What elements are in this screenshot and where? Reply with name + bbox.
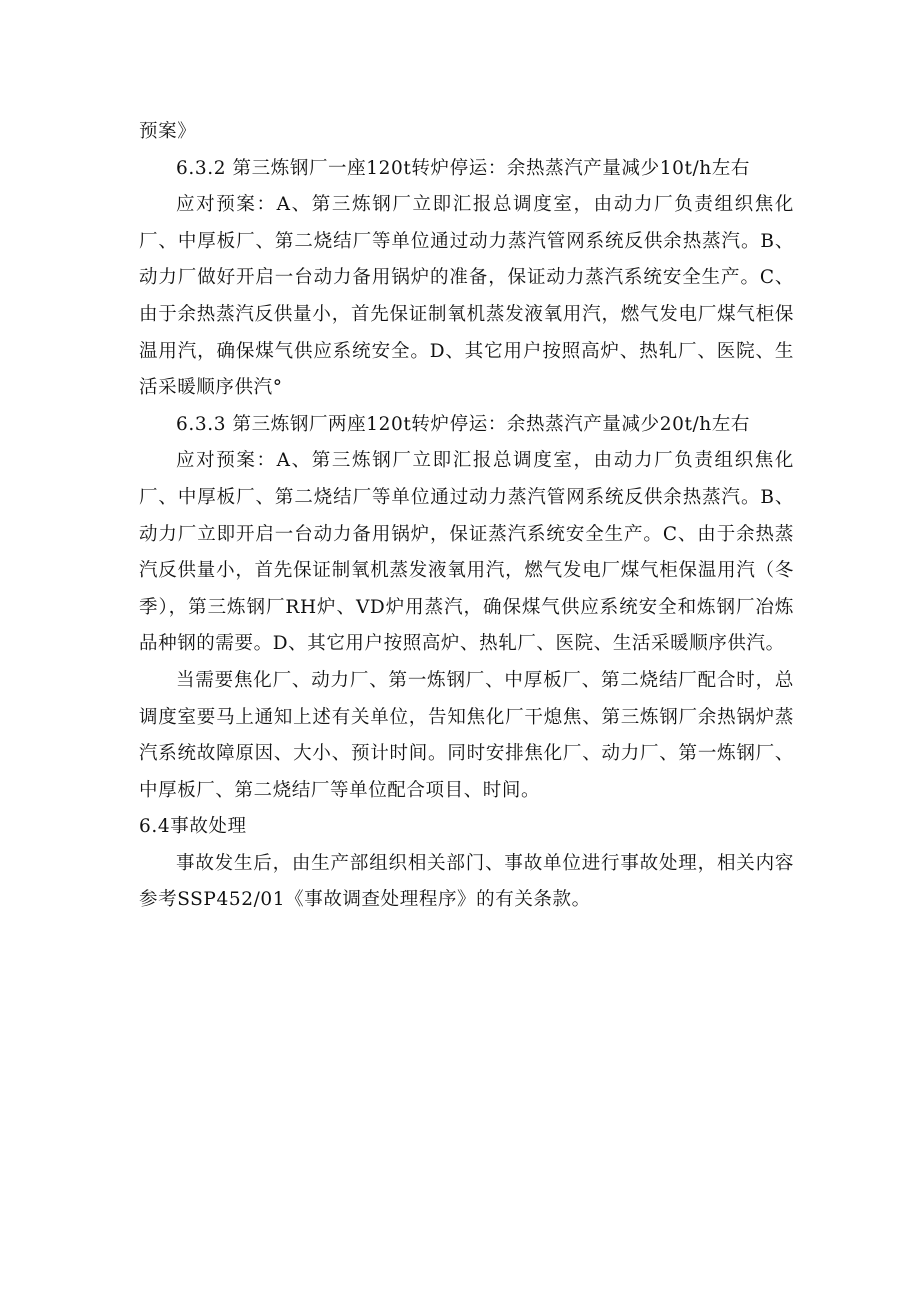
section-heading-6-3-2: 6.3.2 第三炼钢厂一座120t转炉停运：余热蒸汽产量减少10t/h左右 [176,157,751,179]
paragraph-continuation: 预案》 [139,121,197,142]
paragraph-accident-handling: 事故发生后，由生产部组织相关部门、事故单位进行事故处理，相关内容参考SSP452/01《事故调查处理程序》的有关条款。 [139,852,794,911]
document-body [139,114,794,919]
paragraph-response-plan-6-3-2: 应对预案：A、第三炼钢厂立即汇报总调度室，由动力厂负责组织焦化厂、中厚板厂、第二烧结厂等单位通过动力蒸汽管网系统反供余热蒸汽。B、动力厂做好开启一台动力备用锅炉的准备，保证动力蒸汽系统安全生产。C、由于余热蒸汽反供量小，首先保证制氧机蒸发液氧用汽，燃气发电厂煤气柜保温用汽，确保煤气供应系统安全。D、其它用户按照高炉、热轧厂、医院、生活采暖顺序供汽° [139,194,794,399]
paragraph-coordination: 当需要焦化厂、动力厂、第一炼钢厂、中厚板厂、第二烧结厂配合时，总调度室要马上通知上述有关单位，告知焦化厂干熄焦、第三炼钢厂余热锅炉蒸汽系统故障原因、大小、预计时间。同时安排焦化厂、动力厂、第一炼钢厂、中厚板厂、第二烧结厂等单位配合项目、时间。 [139,669,794,801]
section-heading-6-3-3: 6.3.3 第三炼钢厂两座120t转炉停运：余热蒸汽产量减少20t/h左右 [176,413,751,435]
section-heading-6-4: 6.4事故处理 [139,816,247,838]
paragraph-response-plan-6-3-3: 应对预案：A、第三炼钢厂立即汇报总调度室，由动力厂负责组织焦化厂、中厚板厂、第二烧结厂等单位通过动力蒸汽管网系统反供余热蒸汽。B、动力厂立即开启一台动力备用锅炉，保证蒸汽系统安全生产。C、由于余热蒸汽反供量小，首先保证制氧机蒸发液氧用汽，燃气发电厂煤气柜保温用汽（冬季），第三炼钢厂RH炉、VD炉用蒸汽，确保煤气供应系统安全和炼钢厂冶炼品种钢的需要。D、其它用户按照高炉、热轧厂、医院、生活采暖顺序供汽。 [139,450,794,655]
